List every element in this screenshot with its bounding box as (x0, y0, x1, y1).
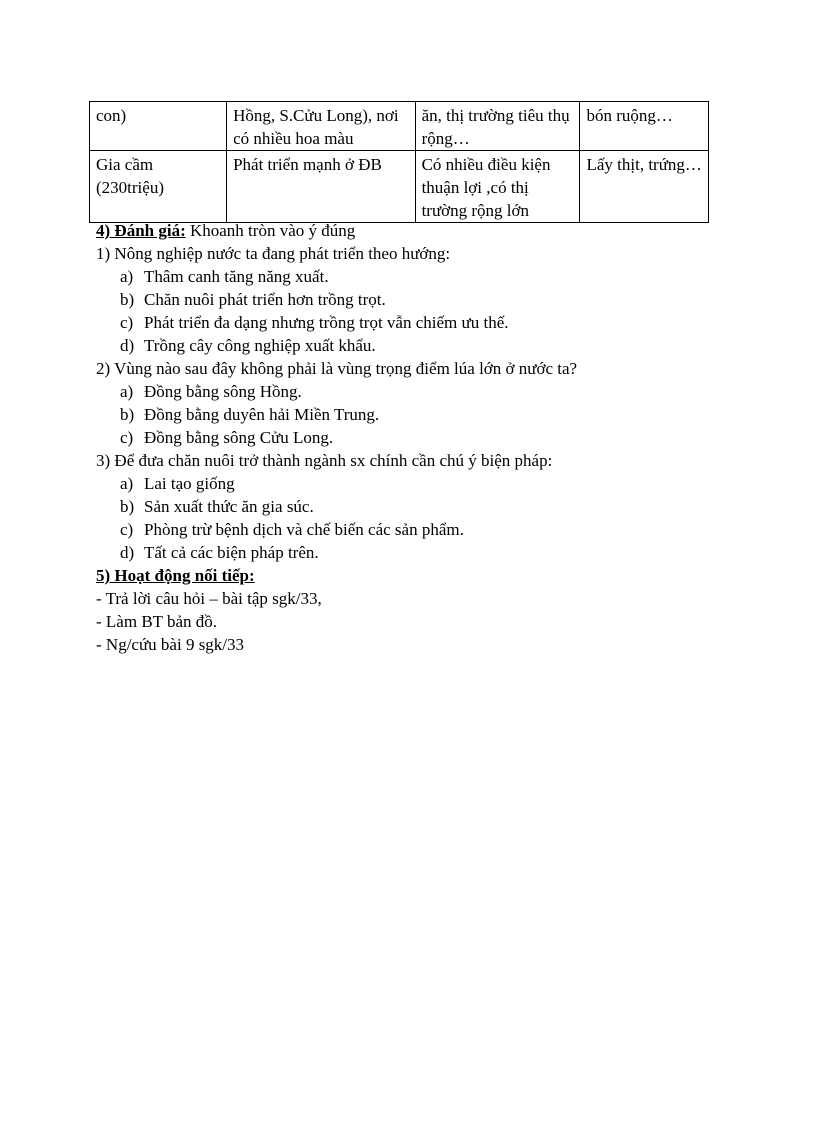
table-cell: Có nhiều điều kiện thuận lợi ,có thị trường rộng lớn (415, 151, 580, 223)
option-text: Đồng bằng sông Hồng. (144, 382, 302, 401)
table-cell: Phát triển mạnh ở ĐB (227, 151, 415, 223)
table-cell: Hồng, S.Cửu Long), nơi có nhiều hoa màu (227, 102, 415, 151)
option-label: c) (120, 428, 134, 447)
option-label: a) (120, 267, 134, 286)
table-row (90, 102, 709, 151)
table-cell: Lấy thịt, trứng… (580, 151, 709, 223)
question-3-option-a (120, 472, 235, 495)
question-2: 2) Vùng nào sau đây không phải là vùng trọng điểm lúa lớn ở nước ta? (96, 359, 578, 378)
option-text: Phòng trừ bệnh dịch và chế biến các sản phẩm. (144, 520, 464, 539)
option-text: Lai tạo giống (144, 474, 235, 493)
question-3-option-b (120, 495, 314, 518)
option-label: b) (120, 497, 135, 516)
assessment-heading-line (96, 219, 355, 242)
table-cell: ăn, thị trường tiêu thụ rộng… (415, 102, 580, 151)
question-1-option-a (120, 265, 329, 288)
option-label: d) (120, 543, 135, 562)
option-label: b) (120, 405, 135, 424)
followup-item: - Làm BT bản đồ. (96, 612, 218, 631)
option-text: Chăn nuôi phát triển hơn trồng trọt. (144, 290, 386, 309)
agriculture-table (89, 101, 709, 223)
option-text: Sản xuất thức ăn gia súc. (144, 497, 314, 516)
question-1-option-c (120, 311, 509, 334)
option-label: c) (120, 313, 134, 332)
option-label: a) (120, 382, 134, 401)
option-label: b) (120, 290, 135, 309)
option-text: Trồng cây công nghiệp xuất khẩu. (144, 336, 376, 355)
question-2-option-a (120, 380, 302, 403)
followup-item: - Ng/cứu bài 9 sgk/33 (96, 635, 245, 654)
question-1-option-b (120, 288, 386, 311)
table-cell: Gia cầm (230triệu) (90, 151, 227, 223)
question-3-option-c (120, 518, 464, 541)
question-2-option-c (120, 426, 333, 449)
option-text: Tất cả các biện pháp trên. (144, 543, 319, 562)
followup-heading: 5) Hoạt động nối tiếp: (96, 566, 255, 585)
followup-item: - Trả lời câu hỏi – bài tập sgk/33, (96, 589, 322, 608)
option-text: Phát triển đa dạng nhưng trồng trọt vẫn chiếm ưu thế. (144, 313, 509, 332)
assessment-instruction: Khoanh tròn vào ý đúng (185, 221, 356, 240)
option-label: a) (120, 474, 134, 493)
question-1-option-d (120, 334, 376, 357)
assessment-heading: 4) Đánh giá: (96, 221, 186, 240)
table-cell: con) (90, 102, 227, 151)
question-1: 1) Nông nghiệp nước ta đang phát triển theo hướng: (96, 244, 451, 263)
question-2-option-b (120, 403, 379, 426)
question-3-option-d (120, 541, 319, 564)
option-text: Đồng bằng duyên hải Miền Trung. (144, 405, 380, 424)
option-label: d) (120, 336, 135, 355)
option-text: Đồng bằng sông Cửu Long. (144, 428, 334, 447)
table-row (90, 151, 709, 223)
question-3: 3) Để đưa chăn nuôi trở thành ngành sx chính cần chú ý biện pháp: (96, 451, 553, 470)
option-label: c) (120, 520, 134, 539)
table-cell: bón ruộng… (580, 102, 709, 151)
option-text: Thâm canh tăng năng xuất. (144, 267, 329, 286)
